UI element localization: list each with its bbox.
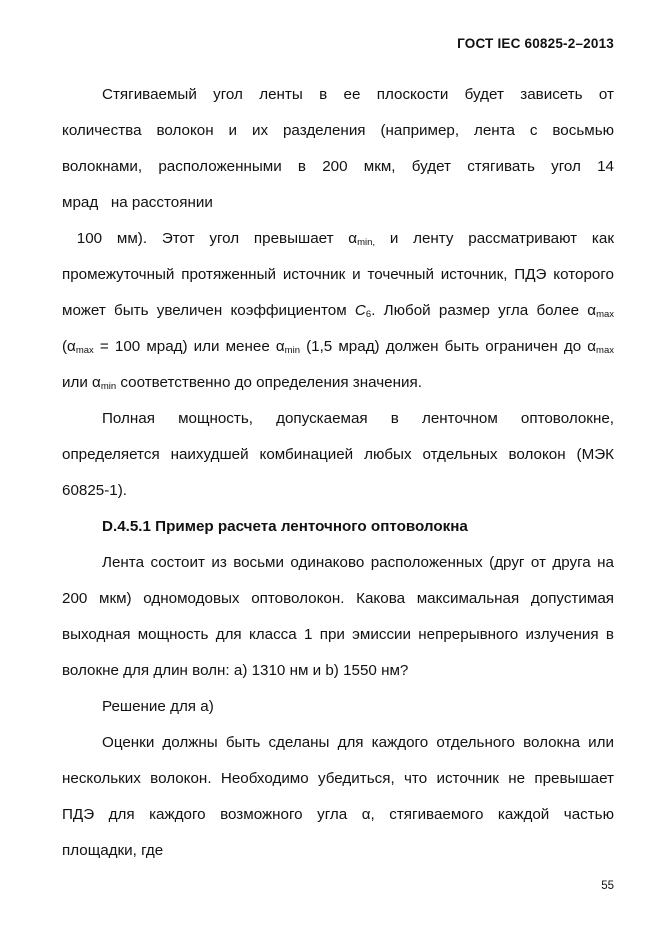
text-fragment: . Любой размер угла более α bbox=[371, 302, 597, 319]
subscript: max bbox=[75, 345, 94, 356]
text-line: определяется наихудшей комбинацией любых отдельных волокон (МЭК bbox=[62, 446, 614, 463]
subscript: min bbox=[100, 381, 117, 392]
text-line: Решение для a) bbox=[102, 698, 214, 715]
subscript: max bbox=[596, 309, 615, 320]
text-line: Лента состоит из восьми одинаково расположенных (друг от друга на bbox=[102, 554, 614, 571]
text-line bbox=[62, 221, 614, 257]
text-line: ПДЭ для каждого возможного угла α, стягиваемого каждой частью bbox=[62, 806, 614, 823]
page-body bbox=[62, 77, 614, 869]
text-line: Полная мощность, допускаемая в ленточном оптоволокне, bbox=[102, 410, 614, 427]
text-fragment: может быть увеличен коэффициентом bbox=[62, 302, 355, 319]
text-line: 200 мкм) одномодовых оптоволокон. Какова максимальная допустимая bbox=[62, 590, 614, 607]
text-line bbox=[62, 329, 614, 365]
text-fragment: соответственно до определения значения. bbox=[116, 374, 422, 391]
subscript: 6 bbox=[365, 309, 372, 320]
subscript: min bbox=[284, 345, 300, 356]
text-line: волокне для длин волн: a) 1310 нм и b) 1550 нм? bbox=[62, 662, 409, 679]
text-line: площадки, где bbox=[62, 842, 164, 859]
text-line: Стягиваемый угол ленты в ее плоскости будет зависеть от bbox=[102, 86, 614, 103]
page-number: 55 bbox=[601, 880, 614, 892]
text-fragment: 100 мм). Этот угол превышает α bbox=[62, 230, 358, 247]
symbol: C bbox=[354, 302, 366, 319]
text-line bbox=[62, 293, 614, 329]
text-fragment: и ленту рассматривают как bbox=[375, 230, 614, 247]
text-fragment: (α bbox=[62, 338, 76, 355]
text-line: Оценки должны быть сделаны для каждого отдельного волокна или bbox=[102, 734, 614, 751]
subscript: max bbox=[596, 345, 614, 356]
text-line: волокнами, расположенными в 200 мкм, будет стягивать угол 14 bbox=[62, 158, 614, 175]
text-line: нескольких волокон. Необходимо убедиться, что источник не превышает bbox=[62, 770, 614, 787]
text-line: 60825-1). bbox=[62, 482, 128, 499]
document-header: ГОСТ IEC 60825-2–2013 bbox=[457, 36, 614, 51]
text-line bbox=[62, 365, 614, 401]
text-fragment: (1,5 мрад) должен быть ограничен до α bbox=[299, 338, 597, 355]
text-fragment: или α bbox=[62, 374, 101, 391]
section-heading: D.4.5.1 Пример расчета ленточного оптоволокна bbox=[102, 518, 468, 535]
text-line: промежуточный протяженный источник и точечный источник, ПДЭ которого bbox=[62, 266, 614, 283]
text-line: выходная мощность для класса 1 при эмиссии непрерывного излучения в bbox=[62, 626, 614, 643]
subscript: min, bbox=[357, 237, 376, 248]
text-line: количества волокон и их разделения (например, лента с восьмью bbox=[62, 122, 614, 139]
text-fragment: = 100 мрад) или менее α bbox=[93, 338, 285, 355]
text-line: мрад на расстоянии bbox=[62, 194, 213, 211]
